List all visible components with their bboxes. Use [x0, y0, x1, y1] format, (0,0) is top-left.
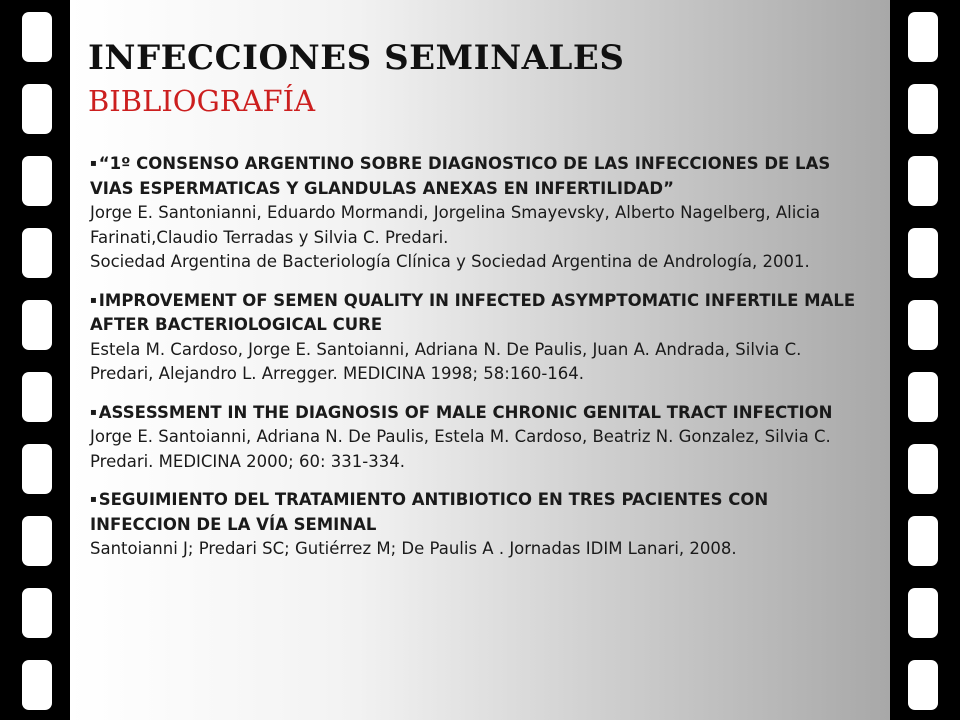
- reference-authors: Jorge E. Santonianni, Eduardo Mormandi, Jorgelina Smayevsky, Alberto Nagelberg, Alicia Farinati,Claudio Terradas y Silvia C. Predari.: [90, 203, 821, 247]
- reference-item: [90, 488, 870, 562]
- film-perforation: [22, 372, 52, 422]
- reference-authors: Estela M. Cardoso, Jorge E. Santoianni, Adriana N. De Paulis, Juan A. Andrada, Silvia C. Predari, Alejandro L. Arregger. MEDICINA 1998; 58:160-164.: [90, 339, 802, 383]
- film-perforation: [908, 300, 938, 350]
- film-perforation: [22, 444, 52, 494]
- bullet-icon: ▪: [90, 406, 97, 418]
- film-perforation: [908, 588, 938, 638]
- film-perforation: [22, 300, 52, 350]
- film-perforation: [908, 372, 938, 422]
- film-perforation: [22, 516, 52, 566]
- film-perforation: [22, 156, 52, 206]
- film-perforation: [908, 84, 938, 134]
- reference-title: ASSESSMENT IN THE DIAGNOSIS OF MALE CHRONIC GENITAL TRACT INFECTION: [98, 402, 833, 422]
- film-perforation: [908, 516, 938, 566]
- reference-item: [90, 401, 870, 475]
- film-perforation: [22, 588, 52, 638]
- reference-list: [90, 152, 870, 576]
- film-perforation: [908, 660, 938, 710]
- film-perforation: [908, 156, 938, 206]
- film-perforation: [908, 228, 938, 278]
- reference-title: SEGUIMIENTO DEL TRATAMIENTO ANTIBIOTICO EN TRES PACIENTES CON INFECCION DE LA VÍA SEMINAL: [90, 490, 769, 534]
- film-strip-right: [890, 0, 960, 720]
- slide: [70, 0, 890, 720]
- slide-subtitle: BIBLIOGRAFÍA: [88, 84, 316, 118]
- reference-title: IMPROVEMENT OF SEMEN QUALITY IN INFECTED ASYMPTOMATIC INFERTILE MALE AFTER BACTERIOLOGICAL CURE: [90, 290, 856, 334]
- film-perforation: [908, 444, 938, 494]
- bullet-icon: ▪: [90, 294, 97, 306]
- reference-title: “1º CONSENSO ARGENTINO SOBRE DIAGNOSTICO DE LAS INFECCIONES DE LAS VIAS ESPERMATICAS Y GLANDULAS ANEXAS EN INFERTILIDAD”: [90, 154, 831, 198]
- reference-authors: Santoianni J; Predari SC; Gutiérrez M; De Paulis A . Jornadas IDIM Lanari, 2008.: [90, 539, 737, 558]
- film-perforation: [22, 660, 52, 710]
- slide-title: INFECCIONES SEMINALES: [88, 38, 625, 78]
- film-strip-left: [0, 0, 70, 720]
- reference-item: [90, 289, 870, 387]
- bullet-icon: ▪: [90, 158, 97, 169]
- bullet-icon: ▪: [90, 494, 97, 505]
- reference-source: Sociedad Argentina de Bacteriología Clínica y Sociedad Argentina de Andrología, 2001.: [90, 252, 810, 271]
- reference-item: [90, 152, 870, 275]
- film-perforation: [22, 12, 52, 62]
- film-perforation: [908, 12, 938, 62]
- reference-authors: Jorge E. Santoianni, Adriana N. De Paulis, Estela M. Cardoso, Beatriz N. Gonzalez, Silvia C. Predari. MEDICINA 2000; 60: 331-334.: [90, 427, 831, 471]
- film-perforation: [22, 84, 52, 134]
- film-perforation: [22, 228, 52, 278]
